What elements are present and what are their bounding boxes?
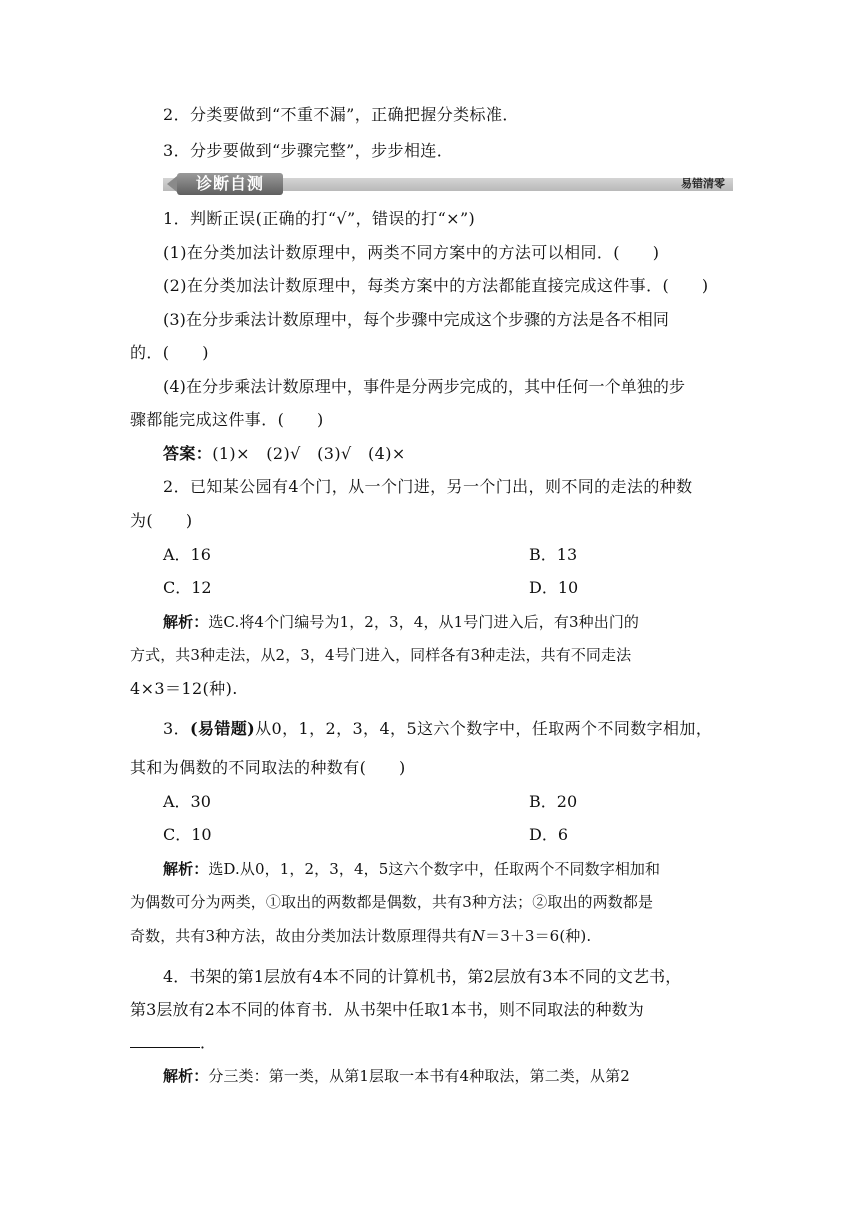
answer-text: (1)× (2)√ (3)√ (4)× — [212, 444, 406, 463]
q2-solution — [163, 610, 734, 634]
q3-option-a: A．30 — [163, 792, 211, 811]
q1-statement-2: (2)在分类加法计数原理中，每类方案中的方法都能直接完成这件事．( ) — [163, 276, 709, 295]
q3-option-b: B．20 — [529, 792, 578, 811]
q2-solution-result: 4×3＝12(种). — [130, 679, 238, 698]
q2-option-a: A．16 — [163, 545, 211, 564]
q4-solution-text: 分三类：第一类，从第1层取一本书有4种取法，第二类，从第2 — [208, 1067, 630, 1085]
q4-solution — [163, 1064, 734, 1088]
q2-solution-cont: 方式，共3种走法，从2，3，4号门进入，同样各有3种走法，共有不同走法 — [130, 646, 632, 664]
q4-stem: 4．书架的第1层放有4本不同的计算机书，第2层放有3本不同的文艺书， — [163, 967, 682, 986]
q3-option-c: C．10 — [163, 825, 212, 844]
q3-result-var: N — [471, 927, 486, 945]
q3-result-pre: 奇数，共有3种方法，故由分类加法计数原理得共有 — [130, 927, 472, 945]
q2-stem: 2．已知某公园有4个门，从一个门进，另一个门出，则不同的走法的种数 — [163, 477, 693, 496]
solution-label: 解析： — [163, 613, 209, 631]
q1-statement-4-cont: 骤都能完成这件事．( ) — [130, 410, 324, 429]
q4-stem-period: ． — [200, 1033, 217, 1052]
q2-option-b: B．13 — [529, 545, 578, 564]
section-title: 诊断自测 — [177, 173, 283, 195]
q2-option-c: C．12 — [163, 578, 212, 597]
intro-line-3: 3．分步要做到“步骤完整”，步步相连． — [163, 141, 454, 160]
q3-stem-text: 从0，1，2，3，4，5这六个数字中，任取两个不同数字相加， — [255, 719, 713, 738]
q1-stem: 1．判断正误(正确的打“√”，错误的打“×”) — [163, 209, 476, 228]
q3-result-post: ＝3＋3＝6(种). — [485, 927, 592, 945]
q3-solution-result — [130, 924, 734, 948]
q3-stem-cont: 其和为偶数的不同取法的种数有( ) — [130, 758, 406, 777]
q3-solution-cont: 为偶数可分为两类，①取出的两数都是偶数，共有3种方法；②取出的两数都是 — [130, 893, 654, 911]
q2-solution-text: 选C.将4个门编号为1，2，3，4，从1号门进入后，有3种出门的 — [208, 613, 640, 631]
q3-number: 3． — [163, 719, 190, 738]
solution-label: 解析： — [163, 860, 209, 878]
solution-label: 解析： — [163, 1067, 209, 1085]
q1-statement-1: (1)在分类加法计数原理中，两类不同方案中的方法可以相同．( ) — [163, 243, 660, 262]
q3-option-d: D．6 — [529, 825, 569, 844]
q4-stem-end — [130, 1031, 734, 1055]
q3-solution-text: 选D.从0，1，2，3，4，5这六个数字中，任取两个不同数字相加和 — [208, 860, 661, 878]
q2-stem-cont: 为( ) — [130, 511, 193, 530]
answer-label: 答案： — [163, 444, 213, 463]
q1-statement-3: (3)在分步乘法计数原理中，每个步骤中完成这个步骤的方法是各不相同 — [163, 310, 669, 329]
q2-option-d: D．10 — [529, 578, 579, 597]
section-tag: 易错清零 — [681, 177, 725, 190]
section-banner — [163, 172, 733, 196]
q3-tag: (易错题) — [189, 719, 256, 738]
q3-stem — [163, 717, 734, 741]
q1-answer — [163, 442, 734, 466]
q1-statement-4: (4)在分步乘法计数原理中，事件是分两步完成的，其中任何一个单独的步 — [163, 377, 686, 396]
answer-blank — [130, 1033, 200, 1048]
q1-statement-3-cont: 的．( ) — [130, 343, 209, 362]
intro-line-2: 2．分类要做到“不重不漏”，正确把握分类标准． — [163, 105, 519, 124]
q3-solution — [163, 857, 734, 881]
q4-stem-cont: 第3层放有2本不同的体育书．从书架中任取1本书，则不同取法的种数为 — [130, 1000, 644, 1019]
